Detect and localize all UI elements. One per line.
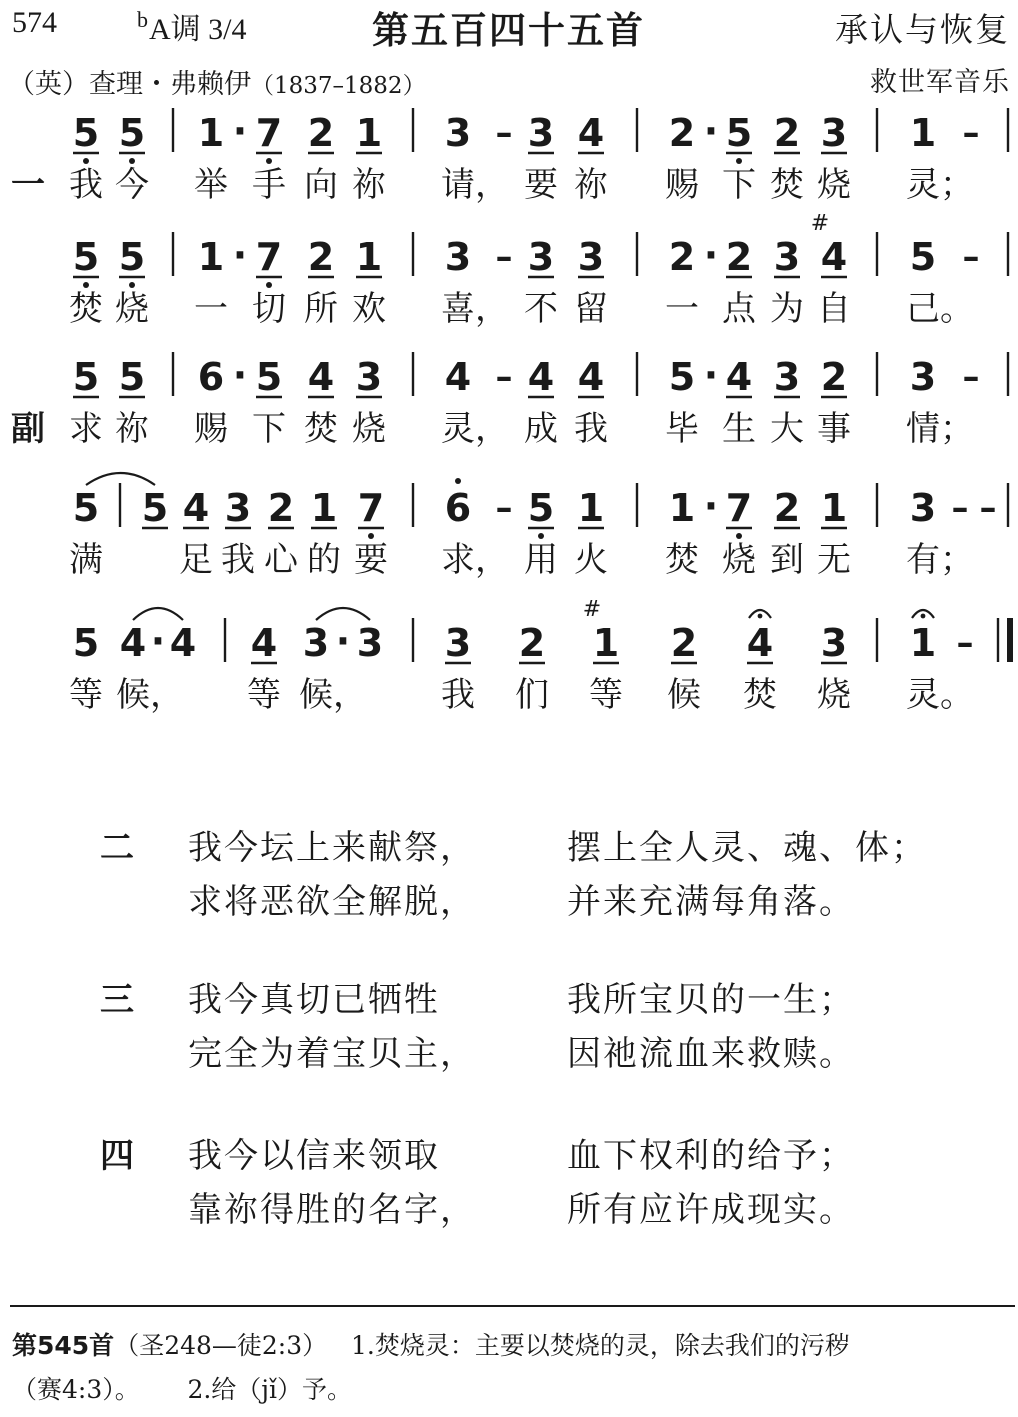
note-5: 5 bbox=[527, 486, 555, 530]
lyric-syllable: 等 bbox=[589, 675, 623, 715]
note-1: 1 bbox=[820, 486, 848, 530]
lyric-syllable: 火 bbox=[574, 540, 608, 580]
note-2: 2 bbox=[668, 235, 696, 279]
lyric-syllable: 要 bbox=[524, 165, 558, 205]
note-2: 2 bbox=[518, 621, 546, 665]
lyric-syllable: 下 bbox=[252, 409, 286, 449]
stanza-number: 二 bbox=[100, 828, 134, 868]
note-3: 3 bbox=[527, 235, 555, 279]
note-4: 4 bbox=[250, 621, 278, 665]
category-label: 承认与恢复 bbox=[835, 10, 1010, 49]
footnote-label: 第545首 bbox=[12, 1331, 115, 1360]
note-3: 3 bbox=[356, 621, 384, 665]
note-5: 5 bbox=[255, 355, 283, 399]
stanza-line-second-half: 摆上全人灵、魂、体； bbox=[567, 828, 927, 868]
footnote-line-1 bbox=[12, 1326, 850, 1362]
augmentation-dot: · bbox=[703, 233, 719, 277]
note-4: 4 bbox=[725, 355, 753, 399]
author-years: （1837–1882） bbox=[251, 73, 426, 99]
extension-dash: – bbox=[956, 623, 974, 663]
lyric-syllable: 焚 bbox=[69, 289, 103, 329]
note-6: 6 bbox=[197, 355, 225, 399]
lyric-syllable: 等 bbox=[69, 675, 103, 715]
lyric-syllable: 切 bbox=[252, 289, 286, 329]
note-3: 3 bbox=[302, 621, 330, 665]
lyric-syllable: 烧 bbox=[722, 540, 756, 580]
lyric-syllable: 留 bbox=[574, 289, 608, 329]
lyric-syllable: 候 bbox=[667, 675, 701, 715]
lyric-syllable: 生 bbox=[722, 409, 756, 449]
extension-dash: – bbox=[962, 357, 980, 397]
lyric-syllable: 我 bbox=[574, 409, 608, 449]
note-4: 4 bbox=[169, 621, 197, 665]
note-1: 1 bbox=[197, 111, 225, 155]
note-5: 5 bbox=[725, 111, 753, 155]
verse-label: 副 bbox=[11, 409, 45, 449]
hymn-number: 574 bbox=[12, 6, 57, 39]
note-2: 2 bbox=[267, 486, 295, 530]
note-4: 4 bbox=[119, 621, 147, 665]
note-2: 2 bbox=[820, 355, 848, 399]
stanza-line-second-half: 因祂流血来救赎。 bbox=[567, 1034, 855, 1074]
lyric-syllable: 烧 bbox=[352, 409, 386, 449]
lyric-syllable: 求 bbox=[69, 409, 103, 449]
lyric-syllable: 有； bbox=[906, 540, 974, 580]
note-2: 2 bbox=[307, 235, 335, 279]
octave-dot-below bbox=[266, 158, 272, 164]
note-2: 2 bbox=[307, 111, 335, 155]
note-2: 2 bbox=[670, 621, 698, 665]
note-6: 6 bbox=[444, 486, 472, 530]
note-4: 4 bbox=[527, 355, 555, 399]
note-5: 5 bbox=[141, 486, 169, 530]
note-3: 3 bbox=[909, 355, 937, 399]
note-4: 4 bbox=[577, 111, 605, 155]
lyric-syllable: 祢 bbox=[574, 165, 608, 205]
note-4: 4 bbox=[820, 235, 848, 279]
lyric-syllable: 向 bbox=[304, 165, 338, 205]
lyric-syllable: 一 bbox=[194, 289, 228, 329]
note-3: 3 bbox=[444, 235, 472, 279]
note-4: 4 bbox=[577, 355, 605, 399]
lyric-syllable: 候， bbox=[299, 675, 367, 715]
lyric-syllable: 事 bbox=[817, 409, 851, 449]
augmentation-dot: · bbox=[335, 619, 351, 663]
lyric-syllable: 无 bbox=[817, 540, 851, 580]
note-1: 1 bbox=[197, 235, 225, 279]
sharp-sign: # bbox=[582, 597, 602, 622]
stanza-line-first-half: 靠祢得胜的名字， bbox=[188, 1190, 476, 1230]
stanza-number: 三 bbox=[100, 980, 134, 1020]
lyric-syllable: 焚 bbox=[665, 540, 699, 580]
lyric-syllable: 所 bbox=[304, 289, 338, 329]
lyric-syllable: 灵。 bbox=[906, 675, 974, 715]
lyric-syllable: 大 bbox=[770, 409, 804, 449]
lyric-syllable: 们 bbox=[515, 675, 549, 715]
footnote-divider bbox=[10, 1305, 1015, 1307]
author-name: （英）查理・弗赖伊 bbox=[8, 69, 251, 100]
lyric-syllable: 灵， bbox=[441, 409, 509, 449]
note-4: 4 bbox=[307, 355, 335, 399]
octave-dot-below bbox=[129, 158, 135, 164]
lyric-syllable: 我 bbox=[221, 540, 255, 580]
stanza-line-first-half: 我今坛上来献祭， bbox=[188, 828, 476, 868]
lyric-syllable: 焚 bbox=[743, 675, 777, 715]
extension-dash: – bbox=[495, 357, 513, 397]
augmentation-dot: · bbox=[232, 233, 248, 277]
footnote-line-2 bbox=[12, 1370, 352, 1406]
note-5: 5 bbox=[72, 355, 100, 399]
footnote-note-1-cont: （赛4:3）。 bbox=[12, 1375, 140, 1404]
note-1: 1 bbox=[909, 621, 937, 665]
note-1: 1 bbox=[355, 111, 383, 155]
note-5: 5 bbox=[118, 355, 146, 399]
lyric-syllable: 满 bbox=[69, 540, 103, 580]
note-3: 3 bbox=[355, 355, 383, 399]
note-3: 3 bbox=[820, 111, 848, 155]
lyric-syllable: 手 bbox=[252, 165, 286, 205]
lyric-syllable: 己。 bbox=[906, 289, 974, 329]
lyric-syllable: 烧 bbox=[817, 675, 851, 715]
note-5: 5 bbox=[72, 111, 100, 155]
augmentation-dot: · bbox=[703, 484, 719, 528]
note-1: 1 bbox=[310, 486, 338, 530]
octave-dot-below bbox=[83, 158, 89, 164]
flat-sign: b bbox=[137, 7, 148, 32]
note-3: 3 bbox=[444, 111, 472, 155]
note-2: 2 bbox=[668, 111, 696, 155]
extension-dash: – bbox=[495, 237, 513, 277]
lyric-syllable: 赐 bbox=[194, 409, 228, 449]
extension-dash: – bbox=[979, 488, 997, 528]
note-5: 5 bbox=[118, 111, 146, 155]
sharp-sign: # bbox=[810, 211, 830, 236]
lyric-syllable: 用 bbox=[524, 540, 558, 580]
octave-dot-below bbox=[736, 533, 742, 539]
lyric-syllable: 情； bbox=[906, 409, 974, 449]
note-5: 5 bbox=[668, 355, 696, 399]
note-5: 5 bbox=[118, 235, 146, 279]
extension-dash: – bbox=[951, 488, 969, 528]
note-2: 2 bbox=[725, 235, 753, 279]
note-3: 3 bbox=[224, 486, 252, 530]
lyric-syllable: 欢 bbox=[352, 289, 386, 329]
lyric-syllable: 下 bbox=[722, 165, 756, 205]
note-5: 5 bbox=[72, 486, 100, 530]
lyric-syllable: 我 bbox=[441, 675, 475, 715]
lyric-syllable: 举 bbox=[194, 165, 228, 205]
augmentation-dot: · bbox=[150, 619, 166, 663]
key-text: A调 3/4 bbox=[149, 13, 247, 46]
note-5: 5 bbox=[72, 235, 100, 279]
stanza-line-second-half: 并来充满每角落。 bbox=[567, 882, 855, 922]
lyric-syllable: 灵； bbox=[906, 165, 974, 205]
lyric-syllable: 我 bbox=[69, 165, 103, 205]
note-3: 3 bbox=[577, 235, 605, 279]
note-3: 3 bbox=[773, 235, 801, 279]
lyric-syllable: 点 bbox=[722, 289, 756, 329]
lyric-syllable: 心 bbox=[264, 540, 298, 580]
augmentation-dot: · bbox=[703, 109, 719, 153]
lyric-syllable: 喜， bbox=[441, 289, 509, 329]
stanza-line-first-half: 我今以信来领取 bbox=[188, 1136, 440, 1176]
note-4: 4 bbox=[746, 621, 774, 665]
stanza-line-second-half: 我所宝贝的一生； bbox=[567, 980, 855, 1020]
lyric-syllable: 求， bbox=[441, 540, 509, 580]
note-2: 2 bbox=[773, 486, 801, 530]
lyric-syllable: 为 bbox=[770, 289, 804, 329]
note-3: 3 bbox=[444, 621, 472, 665]
octave-dot-below bbox=[368, 533, 374, 539]
lyric-syllable: 焚 bbox=[304, 409, 338, 449]
page-title: 第五百四十五首 bbox=[372, 9, 645, 52]
lyric-syllable: 请， bbox=[441, 165, 509, 205]
lyric-syllable: 祢 bbox=[115, 409, 149, 449]
note-5: 5 bbox=[72, 621, 100, 665]
lyric-syllable: 祢 bbox=[352, 165, 386, 205]
octave-dot-below bbox=[538, 533, 544, 539]
lyric-syllable: 烧 bbox=[115, 289, 149, 329]
extension-dash: – bbox=[495, 488, 513, 528]
augmentation-dot: · bbox=[232, 109, 248, 153]
note-7: 7 bbox=[357, 486, 385, 530]
octave-dot-below bbox=[266, 282, 272, 288]
note-5: 5 bbox=[909, 235, 937, 279]
lyric-syllable: 候， bbox=[116, 675, 184, 715]
footnote-ref: （圣248—徒2:3） bbox=[114, 1331, 328, 1360]
extension-dash: – bbox=[962, 237, 980, 277]
note-7: 7 bbox=[255, 235, 283, 279]
lyric-syllable: 不 bbox=[524, 289, 558, 329]
lyric-syllable: 今 bbox=[115, 165, 149, 205]
verse-label: 一 bbox=[11, 165, 45, 205]
note-1: 1 bbox=[909, 111, 937, 155]
lyric-syllable: 成 bbox=[524, 409, 558, 449]
note-4: 4 bbox=[182, 486, 210, 530]
octave-dot-below bbox=[736, 158, 742, 164]
note-1: 1 bbox=[668, 486, 696, 530]
music-source: 救世军音乐 bbox=[870, 67, 1010, 98]
note-3: 3 bbox=[773, 355, 801, 399]
stanza-line-second-half: 所有应许成现实。 bbox=[567, 1190, 855, 1230]
fermata-dot bbox=[758, 614, 763, 619]
augmentation-dot: · bbox=[232, 353, 248, 397]
note-1: 1 bbox=[355, 235, 383, 279]
stanza-line-first-half: 完全为着宝贝主， bbox=[188, 1034, 476, 1074]
lyric-syllable: 毕 bbox=[665, 409, 699, 449]
lyric-syllable: 到 bbox=[770, 540, 804, 580]
note-7: 7 bbox=[255, 111, 283, 155]
stanza-number: 四 bbox=[100, 1136, 134, 1176]
note-2: 2 bbox=[773, 111, 801, 155]
note-4: 4 bbox=[444, 355, 472, 399]
lyric-syllable: 赐 bbox=[665, 165, 699, 205]
stanza-line-second-half: 血下权利的给予； bbox=[567, 1136, 855, 1176]
note-3: 3 bbox=[820, 621, 848, 665]
footnote-note-1: 1.焚烧灵：主要以焚烧的灵，除去我们的污秽 bbox=[350, 1331, 850, 1360]
note-7: 7 bbox=[725, 486, 753, 530]
extension-dash: – bbox=[495, 113, 513, 153]
lyric-syllable: 的 bbox=[307, 540, 341, 580]
lyric-syllable: 等 bbox=[247, 675, 281, 715]
note-1: 1 bbox=[577, 486, 605, 530]
lyric-syllable: 足 bbox=[179, 540, 213, 580]
lyric-syllable: 自 bbox=[817, 289, 851, 329]
lyric-syllable: 烧 bbox=[817, 165, 851, 205]
note-3: 3 bbox=[909, 486, 937, 530]
footnote-note-2: 2.给（jǐ）予。 bbox=[187, 1375, 353, 1404]
octave-dot-above bbox=[455, 478, 461, 484]
octave-dot-below bbox=[129, 282, 135, 288]
stanza-line-first-half: 求将恶欲全解脱， bbox=[188, 882, 476, 922]
lyric-syllable: 一 bbox=[665, 289, 699, 329]
lyric-syllable: 要 bbox=[354, 540, 388, 580]
augmentation-dot: · bbox=[703, 353, 719, 397]
lyric-syllable: 焚 bbox=[770, 165, 804, 205]
fermata-dot bbox=[921, 614, 926, 619]
extension-dash: – bbox=[962, 113, 980, 153]
stanza-line-first-half: 我今真切已牺牲 bbox=[188, 980, 440, 1020]
octave-dot-below bbox=[83, 282, 89, 288]
note-1: 1 bbox=[592, 621, 620, 665]
note-3: 3 bbox=[527, 111, 555, 155]
